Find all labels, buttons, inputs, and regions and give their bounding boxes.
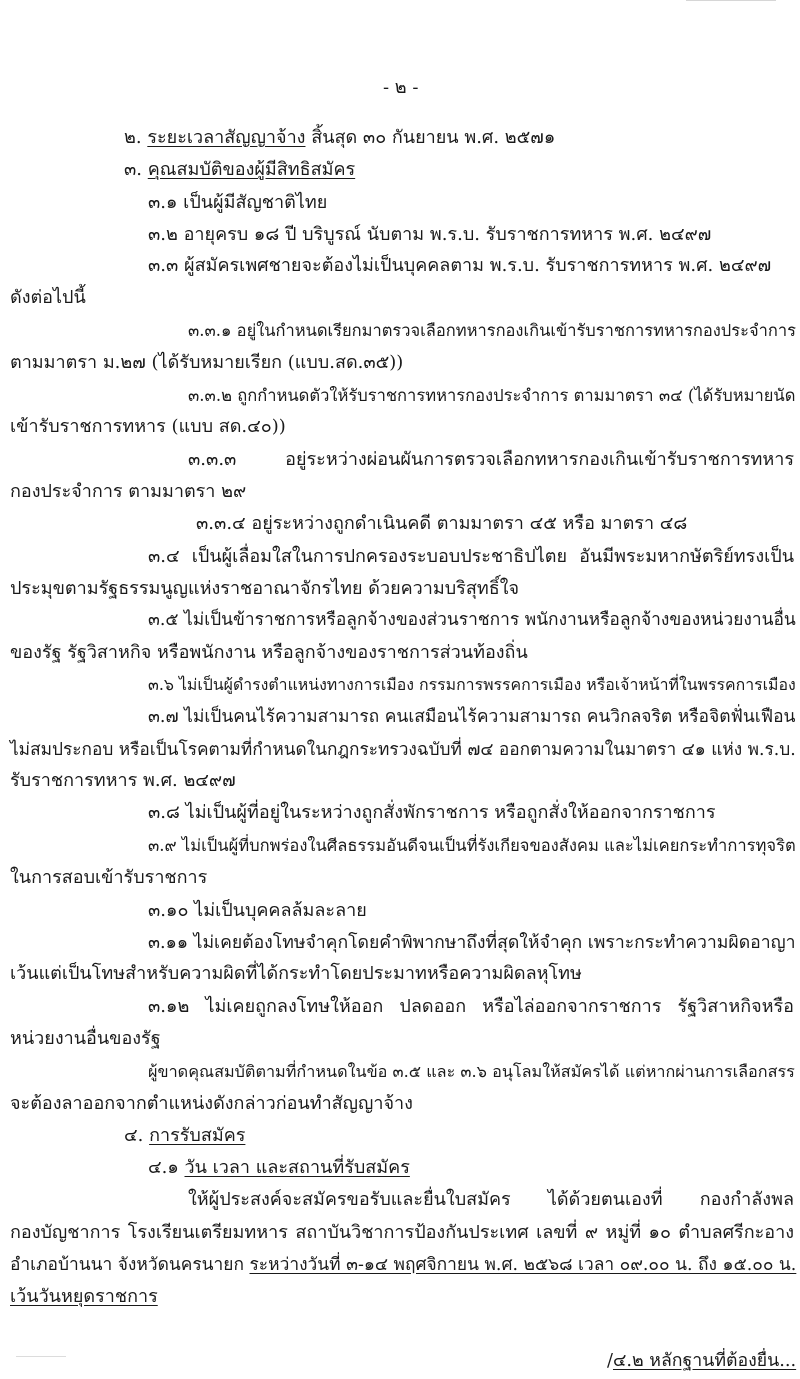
- item-3-3-1-line-2: ตามมาตรา ม.๒๗ (ได้รับหมายเรียก (แบบ.สด.๓๕)): [10, 351, 404, 373]
- section-2-heading: ระยะเวลาสัญญาจ้าง: [147, 127, 306, 149]
- item-3-7-line-1: ๓.๗ ไม่เป็นคนไร้ความสามารถ คนเสมือนไร้ความสามารถ คนวิกลจริต หรือจิตฟั่นเฟือน: [148, 706, 796, 727]
- scan-artifact-bottom: [16, 1352, 66, 1357]
- item-3-11-line-2: เว้นแต่เป็นโทษสำหรับความผิดที่ได้กระทำโดยประมาทหรือความผิดลหุโทษ: [10, 963, 582, 985]
- item-3-3-3-line-1: ๓.๓.๓ อยู่ระหว่างผ่อนผันการตรวจเลือกทหารกองเกินเข้ารับราชการทหาร: [188, 449, 794, 471]
- item-4-1-application-period: ระหว่างวันที่ ๓-๑๔ พฤศจิกายน พ.ศ. ๒๕๖๘ เวลา ๐๙.๐๐ น. ถึง ๑๕.๐๐ น.: [249, 1254, 797, 1275]
- item-4-1-text-line-3-plain: อำเภอบ้านนา จังหวัดนครนายก: [10, 1254, 250, 1275]
- item-3-3-3-line-2: กองประจำการ ตามมาตรา ๒๙: [10, 481, 247, 503]
- section-2: [124, 126, 555, 150]
- item-3-7-line-3: รับราชการทหาร พ.ศ. ๒๔๙๗: [10, 770, 236, 792]
- continuation-prefix: /: [607, 1351, 613, 1372]
- item-3-8: ๓.๘ ไม่เป็นผู้ที่อยู่ในระหว่างถูกสั่งพักราชการ หรือถูกสั่งให้ออกจากราชการ: [148, 802, 716, 824]
- item-3-3-2-line-1: ๓.๓.๒ ถูกกำหนดตัวให้รับราชการทหารกองประจำการ ตามมาตรา ๓๔ (ได้รับหมายนัด: [188, 385, 796, 405]
- section-3: [124, 158, 355, 182]
- item-4-1-text-line-3: [10, 1253, 796, 1277]
- item-3-10: ๓.๑๐ ไม่เป็นบุคคลล้มละลาย: [148, 899, 367, 921]
- item-3-11-line-1: ๓.๑๑ ไม่เคยต้องโทษจำคุกโดยคำพิพากษาถึงที่สุดให้จำคุก เพราะกระทำความผิดอาญา: [148, 932, 796, 953]
- section-4-heading: การรับสมัคร: [149, 1125, 246, 1147]
- section-4: [124, 1124, 245, 1148]
- scan-artifact-top: [686, 0, 776, 7]
- item-3-4-line-2: ประมุขตามรัฐธรรมนูญแห่งราชอาณาจักรไทย ด้วยความบริสุทธิ์ใจ: [10, 577, 520, 599]
- item-3-12-line-1: ๓.๑๒ ไม่เคยถูกลงโทษให้ออก ปลดออก หรือไล่ออกจากราชการ รัฐวิสาหกิจหรือ: [148, 996, 794, 1018]
- item-4-1-number: ๔.๑: [148, 1157, 185, 1179]
- continuation-footer: [607, 1349, 796, 1373]
- item-3-4-line-1: ๓.๔ เป็นผู้เลื่อมใสในการปกครองระบอบประชาธิปไตย อันมีพระมหากษัตริย์ทรงเป็น: [148, 545, 794, 567]
- item-3-12-line-2: หน่วยงานอื่นของรัฐ: [10, 1028, 161, 1049]
- item-3-9-line-2: ในการสอบเข้ารับราชการ: [10, 866, 208, 888]
- item-3-9-line-1: ๓.๙ ไม่เป็นผู้ที่บกพร่องในศีลธรรมอันดีจนเป็นที่รังเกียจของสังคม และไม่เคยกระทำการทุจริต: [148, 836, 796, 856]
- item-3-3-line-1: ๓.๓ ผู้สมัครเพศชายจะต้องไม่เป็นบุคคลตาม พ.ร.บ. รับราชการทหาร พ.ศ. ๒๔๙๗: [148, 255, 772, 277]
- continuation-text: ๔.๒ หลักฐานที่ต้องยื่น...: [612, 1351, 797, 1372]
- section-4-number: ๔.: [124, 1125, 150, 1147]
- item-4-1-heading: วัน เวลา และสถานที่รับสมัคร: [184, 1157, 410, 1179]
- section-3-number: ๓.: [124, 158, 148, 180]
- page-number: - ๒ -: [383, 77, 419, 98]
- item-3-2: ๓.๒ อายุครบ ๑๘ ปี บริบูรณ์ นับตาม พ.ร.บ. รับราชการทหาร พ.ศ. ๒๔๙๗: [148, 223, 712, 245]
- item-3-6: ๓.๖ ไม่เป็นผู้ดำรงตำแหน่งทางการเมือง กรรมการพรรคการเมือง หรือเจ้าหน้าที่ในพรรคการเมือง: [148, 674, 796, 694]
- item-4-1-text-line-1: ให้ผู้ประสงค์จะสมัครขอรับและยื่นใบสมัคร ได้ด้วยตนเองที่ กองกำลังพล: [188, 1189, 794, 1211]
- section-2-number: ๒.: [124, 127, 148, 149]
- item-4-1: [148, 1156, 410, 1180]
- item-4-1-holiday-note: เว้นวันหยุดราชการ: [10, 1285, 158, 1307]
- item-3-3-1-line-1: ๓.๓.๑ อยู่ในกำหนดเรียกมาตรวจเลือกทหารกองเกินเข้ารับราชการทหารกองประจำการ: [188, 320, 796, 340]
- item-3-1: ๓.๑ เป็นผู้มีสัญชาติไทย: [148, 191, 328, 213]
- section-2-text: สิ้นสุด ๓๐ กันยายน พ.ศ. ๒๕๗๑: [305, 127, 556, 149]
- item-3-5-line-1: ๓.๕ ไม่เป็นข้าราชการหรือลูกจ้างของส่วนราชการ พนักงานหรือลูกจ้างของหน่วยงานอื่น: [148, 610, 796, 631]
- section-3-heading: คุณสมบัติของผู้มีสิทธิสมัคร: [147, 158, 356, 180]
- item-3-3-line-2: ดังต่อไปนี้: [10, 287, 86, 309]
- item-3-5-line-2: ของรัฐ รัฐวิสาหกิจ หรือพนักงาน หรือลูกจ้างของราชการส่วนท้องถิ่น: [10, 642, 528, 664]
- item-4-1-text-line-2: กองบัญชาการ โรงเรียนเตรียมทหาร สถาบันวิชาการป้องกันประเทศ เลขที่ ๙ หมู่ที่ ๑๐ ตำบลศรีกะอาง: [10, 1221, 794, 1243]
- item-3-3-4: ๓.๓.๔ อยู่ระหว่างถูกดำเนินคดี ตามมาตรา ๔๕ หรือ มาตรา ๔๘: [196, 512, 688, 534]
- exception-note-line-2: จะต้องลาออกจากตำแหน่งดังกล่าวก่อนทำสัญญาจ้าง: [10, 1092, 413, 1114]
- exception-note-line-1: ผู้ขาดคุณสมบัติตามที่กำหนดในข้อ ๓.๕ และ ๓.๖ อนุโลมให้สมัครได้ แต่หากผ่านการเลือกสรร: [148, 1061, 795, 1081]
- item-3-7-line-2: ไม่สมประกอบ หรือเป็นโรคตามที่กำหนดในกฎกระทรวงฉบับที่ ๗๔ ออกตามความในมาตรา ๔๑ แห่ง พ.ร.บ.: [10, 739, 796, 760]
- item-3-3-2-line-2: เข้ารับราชการทหาร (แบบ สด.๔๐)): [10, 416, 286, 438]
